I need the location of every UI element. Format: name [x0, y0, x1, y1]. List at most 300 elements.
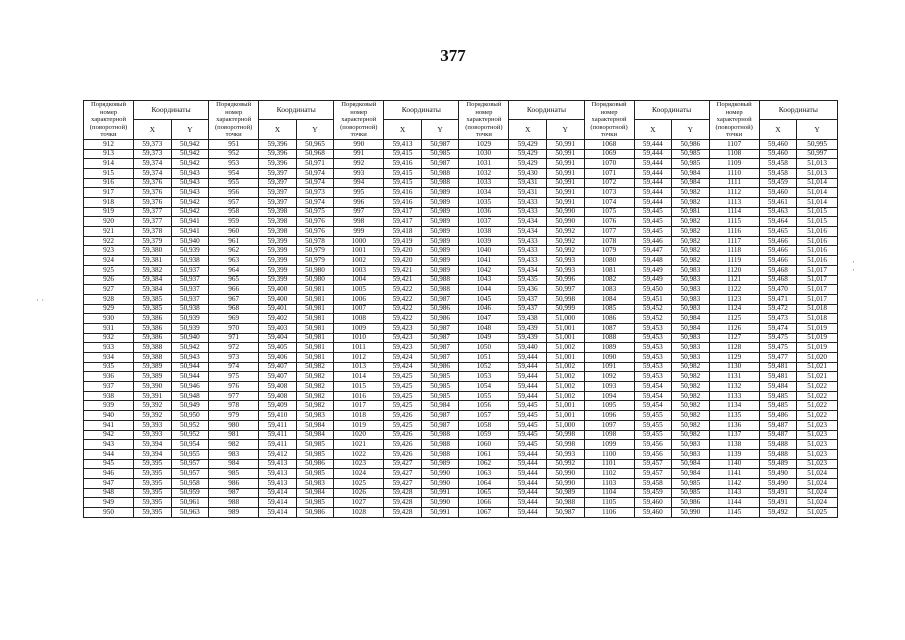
y-cell: 50,940	[171, 333, 209, 343]
x-cell: 59,453	[634, 353, 672, 363]
y-cell: 50,944	[171, 372, 209, 382]
y-cell: 50,982	[672, 362, 710, 372]
point-number-cell: 1103	[584, 478, 634, 488]
x-cell: 59,457	[634, 469, 672, 479]
point-number-cell: 1024	[334, 469, 384, 479]
point-number-cell: 1088	[584, 333, 634, 343]
x-cell: 59,444	[509, 353, 547, 363]
y-cell: 50,965	[296, 139, 334, 149]
x-cell: 59,377	[134, 207, 172, 217]
point-number-cell: 1126	[709, 323, 759, 333]
y-cell: 50,986	[672, 139, 710, 149]
table-row	[84, 275, 838, 285]
y-cell: 50,985	[672, 488, 710, 498]
y-cell: 50,974	[296, 178, 334, 188]
x-cell: 59,422	[384, 314, 422, 324]
y-cell: 50,990	[421, 469, 459, 479]
scan-mark: ·	[852, 265, 855, 275]
x-cell: 59,427	[384, 469, 422, 479]
point-number-cell: 939	[84, 401, 134, 411]
point-number-cell: 920	[84, 217, 134, 227]
y-cell: 50,991	[546, 149, 584, 159]
x-cell: 59,413	[259, 469, 297, 479]
coordinates-header: Координаты	[509, 101, 584, 120]
point-number-cell: 986	[209, 478, 259, 488]
y-cell: 50,989	[421, 227, 459, 237]
table-row	[84, 149, 838, 159]
y-cell: 50,973	[296, 188, 334, 198]
x-cell: 59,399	[259, 275, 297, 285]
x-cell: 59,425	[384, 420, 422, 430]
point-number-cell: 1026	[334, 488, 384, 498]
point-number-cell: 1139	[709, 449, 759, 459]
x-cell: 59,453	[634, 323, 672, 333]
x-cell: 59,426	[384, 449, 422, 459]
point-number-cell: 927	[84, 285, 134, 295]
point-number-cell: 949	[84, 498, 134, 508]
y-cell: 50,984	[296, 488, 334, 498]
point-number-cell: 1094	[584, 391, 634, 401]
y-cell: 51,023	[797, 449, 838, 459]
y-cell: 51,018	[797, 304, 838, 314]
point-number-cell: 1029	[459, 139, 509, 149]
point-number-header: Порядковый номер характерной (поворотной) точки	[584, 101, 634, 140]
point-number-cell: 960	[209, 227, 259, 237]
x-cell: 59,395	[134, 478, 172, 488]
y-cell: 51,002	[546, 391, 584, 401]
x-cell: 59,481	[759, 372, 797, 382]
scan-mark: ·	[852, 257, 855, 267]
y-cell: 50,959	[171, 488, 209, 498]
y-cell: 50,939	[171, 314, 209, 324]
y-cell: 51,016	[797, 236, 838, 246]
y-cell: 50,958	[171, 478, 209, 488]
point-number-cell: 1132	[709, 382, 759, 392]
point-number-cell: 965	[209, 275, 259, 285]
y-cell: 50,991	[546, 139, 584, 149]
table-row	[84, 227, 838, 237]
y-cell: 51,016	[797, 246, 838, 256]
coordinates-header: Координаты	[634, 101, 709, 120]
y-cell: 50,981	[296, 314, 334, 324]
x-cell: 59,437	[509, 304, 547, 314]
x-cell: 59,452	[634, 314, 672, 324]
y-cell: 50,981	[296, 353, 334, 363]
y-cell: 51,024	[797, 498, 838, 508]
x-cell: 59,458	[634, 478, 672, 488]
x-cell: 59,460	[759, 139, 797, 149]
x-cell: 59,477	[759, 353, 797, 363]
x-cell: 59,473	[759, 314, 797, 324]
x-cell: 59,468	[759, 275, 797, 285]
y-cell: 51,013	[797, 168, 838, 178]
point-number-cell: 985	[209, 469, 259, 479]
y-cell: 50,986	[672, 498, 710, 508]
y-cell: 50,984	[672, 178, 710, 188]
y-cell: 50,988	[421, 275, 459, 285]
x-cell: 59,434	[509, 217, 547, 227]
x-cell: 59,485	[759, 401, 797, 411]
y-cell: 50,986	[296, 459, 334, 469]
y-cell: 51,018	[797, 314, 838, 324]
y-cell: 50,943	[171, 353, 209, 363]
x-cell: 59,466	[759, 256, 797, 266]
x-cell: 59,423	[384, 333, 422, 343]
point-number-cell: 1145	[709, 508, 759, 518]
x-cell: 59,455	[634, 411, 672, 421]
x-cell: 59,415	[384, 149, 422, 159]
point-number-cell: 1011	[334, 343, 384, 353]
x-cell: 59,412	[259, 449, 297, 459]
y-cell: 50,986	[296, 508, 334, 518]
x-cell: 59,435	[509, 275, 547, 285]
x-cell: 59,492	[759, 508, 797, 518]
x-cell: 59,397	[259, 168, 297, 178]
point-number-cell: 929	[84, 304, 134, 314]
y-cell: 50,990	[546, 207, 584, 217]
y-cell: 51,021	[797, 372, 838, 382]
point-number-cell: 1051	[459, 353, 509, 363]
y-cell: 50,985	[421, 391, 459, 401]
point-number-cell: 998	[334, 217, 384, 227]
point-number-cell: 913	[84, 149, 134, 159]
x-cell: 59,451	[634, 294, 672, 304]
point-number-cell: 1075	[584, 207, 634, 217]
y-cell: 50,982	[672, 256, 710, 266]
point-number-cell: 1125	[709, 314, 759, 324]
point-number-cell: 1064	[459, 478, 509, 488]
x-cell: 59,390	[134, 382, 172, 392]
point-number-cell: 994	[334, 178, 384, 188]
y-cell: 50,984	[672, 469, 710, 479]
y-cell: 50,985	[672, 478, 710, 488]
point-number-cell: 1067	[459, 508, 509, 518]
x-cell: 59,461	[759, 198, 797, 208]
x-cell: 59,430	[509, 168, 547, 178]
x-cell: 59,414	[259, 488, 297, 498]
y-cell: 50,989	[421, 188, 459, 198]
x-cell: 59,423	[384, 343, 422, 353]
x-cell: 59,424	[384, 362, 422, 372]
x-cell: 59,398	[259, 227, 297, 237]
y-cell: 51,016	[797, 227, 838, 237]
x-cell: 59,405	[259, 343, 297, 353]
point-number-cell: 1020	[334, 430, 384, 440]
y-cell: 50,981	[296, 294, 334, 304]
y-header: Y	[296, 119, 334, 139]
x-cell: 59,439	[509, 323, 547, 333]
point-number-cell: 1136	[709, 420, 759, 430]
point-number-cell: 1092	[584, 372, 634, 382]
x-cell: 59,431	[509, 188, 547, 198]
point-number-cell: 976	[209, 382, 259, 392]
y-cell: 51,014	[797, 178, 838, 188]
point-number-cell: 951	[209, 139, 259, 149]
x-cell: 59,389	[134, 362, 172, 372]
y-cell: 50,941	[171, 217, 209, 227]
y-cell: 50,983	[672, 343, 710, 353]
y-cell: 50,981	[672, 207, 710, 217]
point-number-cell: 1084	[584, 294, 634, 304]
x-cell: 59,397	[259, 178, 297, 188]
y-cell: 50,985	[296, 440, 334, 450]
coordinates-header: Координаты	[259, 101, 334, 120]
table-row	[84, 488, 838, 498]
y-cell: 50,984	[296, 420, 334, 430]
x-cell: 59,397	[259, 188, 297, 198]
x-cell: 59,422	[384, 294, 422, 304]
point-number-cell: 930	[84, 314, 134, 324]
point-number-cell: 1042	[459, 265, 509, 275]
point-number-cell: 915	[84, 168, 134, 178]
y-cell: 50,976	[296, 227, 334, 237]
y-header: Y	[546, 119, 584, 139]
point-number-cell: 923	[84, 246, 134, 256]
x-cell: 59,419	[384, 236, 422, 246]
x-cell: 59,404	[259, 333, 297, 343]
table-row	[84, 353, 838, 363]
point-number-cell: 917	[84, 188, 134, 198]
point-number-cell: 1021	[334, 440, 384, 450]
point-number-cell: 1023	[334, 459, 384, 469]
y-cell: 51,019	[797, 343, 838, 353]
point-number-cell: 1006	[334, 294, 384, 304]
y-cell: 50,979	[296, 246, 334, 256]
y-cell: 50,974	[296, 198, 334, 208]
y-cell: 50,937	[171, 294, 209, 304]
x-cell: 59,413	[384, 139, 422, 149]
point-number-cell: 1107	[709, 139, 759, 149]
table-row	[84, 411, 838, 421]
x-cell: 59,491	[759, 488, 797, 498]
y-cell: 50,987	[421, 411, 459, 421]
point-number-cell: 1009	[334, 323, 384, 333]
y-cell: 50,957	[171, 469, 209, 479]
point-number-cell: 922	[84, 236, 134, 246]
y-cell: 50,946	[171, 382, 209, 392]
point-number-cell: 1116	[709, 227, 759, 237]
x-cell: 59,444	[509, 449, 547, 459]
y-cell: 50,974	[296, 168, 334, 178]
point-number-cell: 1036	[459, 207, 509, 217]
y-cell: 51,013	[797, 159, 838, 169]
point-number-cell: 947	[84, 478, 134, 488]
y-cell: 50,978	[296, 236, 334, 246]
point-number-cell: 991	[334, 149, 384, 159]
x-cell: 59,433	[509, 256, 547, 266]
x-cell: 59,413	[259, 459, 297, 469]
point-number-cell: 1049	[459, 333, 509, 343]
x-cell: 59,448	[634, 256, 672, 266]
point-number-cell: 1140	[709, 459, 759, 469]
x-cell: 59,399	[259, 236, 297, 246]
y-cell: 50,990	[672, 508, 710, 518]
coordinates-header: Координаты	[134, 101, 209, 120]
point-number-cell: 1083	[584, 285, 634, 295]
y-cell: 50,981	[296, 304, 334, 314]
table-row	[84, 469, 838, 479]
y-cell: 50,999	[546, 304, 584, 314]
point-number-cell: 1087	[584, 323, 634, 333]
table-row	[84, 256, 838, 266]
point-number-cell: 1121	[709, 275, 759, 285]
y-cell: 50,976	[296, 217, 334, 227]
y-cell: 50,942	[171, 207, 209, 217]
x-cell: 59,415	[384, 178, 422, 188]
y-cell: 50,987	[421, 159, 459, 169]
point-number-cell: 938	[84, 391, 134, 401]
x-cell: 59,485	[759, 391, 797, 401]
y-cell: 50,985	[296, 449, 334, 459]
point-number-cell: 924	[84, 256, 134, 266]
point-number-cell: 1143	[709, 488, 759, 498]
y-cell: 50,992	[546, 236, 584, 246]
y-cell: 51,017	[797, 294, 838, 304]
x-cell: 59,416	[384, 159, 422, 169]
y-cell: 50,941	[171, 227, 209, 237]
point-number-cell: 1076	[584, 217, 634, 227]
x-cell: 59,409	[259, 401, 297, 411]
table-row	[84, 188, 838, 198]
point-number-cell: 1046	[459, 304, 509, 314]
point-number-cell: 1014	[334, 372, 384, 382]
point-number-cell: 1004	[334, 275, 384, 285]
x-cell: 59,376	[134, 188, 172, 198]
x-cell: 59,455	[634, 420, 672, 430]
x-cell: 59,450	[634, 285, 672, 295]
y-cell: 50,991	[421, 508, 459, 518]
y-cell: 50,983	[296, 478, 334, 488]
y-cell: 50,983	[672, 333, 710, 343]
x-cell: 59,487	[759, 430, 797, 440]
x-cell: 59,396	[259, 149, 297, 159]
y-cell: 50,942	[171, 343, 209, 353]
y-cell: 51,000	[546, 314, 584, 324]
table-row	[84, 478, 838, 488]
x-cell: 59,470	[759, 285, 797, 295]
x-header: X	[509, 119, 547, 139]
x-cell: 59,394	[134, 449, 172, 459]
point-number-cell: 966	[209, 285, 259, 295]
point-number-cell: 1052	[459, 362, 509, 372]
x-cell: 59,378	[134, 227, 172, 237]
point-number-cell: 932	[84, 333, 134, 343]
y-cell: 50,982	[672, 246, 710, 256]
x-header: X	[384, 119, 422, 139]
point-number-cell: 1013	[334, 362, 384, 372]
x-cell: 59,380	[134, 246, 172, 256]
x-cell: 59,429	[509, 139, 547, 149]
x-cell: 59,445	[509, 430, 547, 440]
y-cell: 50,980	[296, 275, 334, 285]
point-number-cell: 919	[84, 207, 134, 217]
point-number-cell: 1022	[334, 449, 384, 459]
point-number-cell: 1066	[459, 498, 509, 508]
point-number-cell: 1081	[584, 265, 634, 275]
x-cell: 59,426	[384, 430, 422, 440]
y-cell: 51,016	[797, 256, 838, 266]
y-cell: 51,017	[797, 285, 838, 295]
y-cell: 50,988	[421, 430, 459, 440]
y-cell: 50,988	[421, 178, 459, 188]
x-cell: 59,466	[759, 236, 797, 246]
table-row	[84, 246, 838, 256]
y-cell: 50,991	[546, 198, 584, 208]
point-number-cell: 1097	[584, 420, 634, 430]
x-cell: 59,463	[759, 207, 797, 217]
point-number-cell: 996	[334, 198, 384, 208]
y-cell: 50,942	[171, 198, 209, 208]
y-cell: 50,955	[171, 449, 209, 459]
point-number-cell: 1106	[584, 508, 634, 518]
point-number-cell: 1053	[459, 372, 509, 382]
coordinates-header: Координаты	[759, 101, 837, 120]
x-cell: 59,385	[134, 304, 172, 314]
y-cell: 50,982	[672, 372, 710, 382]
point-number-cell: 1096	[584, 411, 634, 421]
point-number-cell: 1105	[584, 498, 634, 508]
y-cell: 50,988	[546, 498, 584, 508]
x-cell: 59,379	[134, 236, 172, 246]
point-number-cell: 1072	[584, 178, 634, 188]
point-number-cell: 1037	[459, 217, 509, 227]
y-cell: 50,982	[672, 420, 710, 430]
point-number-cell: 963	[209, 256, 259, 266]
point-number-cell: 1005	[334, 285, 384, 295]
point-number-cell: 1000	[334, 236, 384, 246]
point-number-cell: 933	[84, 343, 134, 353]
x-cell: 59,445	[509, 440, 547, 450]
x-cell: 59,475	[759, 343, 797, 353]
point-number-cell: 1057	[459, 411, 509, 421]
point-number-cell: 982	[209, 440, 259, 450]
point-number-cell: 1123	[709, 294, 759, 304]
point-number-cell: 1079	[584, 246, 634, 256]
point-number-cell: 1135	[709, 411, 759, 421]
point-number-cell: 1119	[709, 256, 759, 266]
y-cell: 51,002	[546, 343, 584, 353]
x-cell: 59,423	[384, 323, 422, 333]
point-number-cell: 1117	[709, 236, 759, 246]
x-cell: 59,456	[634, 440, 672, 450]
point-number-cell: 1054	[459, 382, 509, 392]
y-cell: 50,937	[171, 285, 209, 295]
x-cell: 59,425	[384, 391, 422, 401]
table-row	[84, 498, 838, 508]
point-number-cell: 1130	[709, 362, 759, 372]
point-number-cell: 1093	[584, 382, 634, 392]
y-cell: 50,952	[171, 430, 209, 440]
y-cell: 50,979	[296, 256, 334, 266]
x-cell: 59,410	[259, 411, 297, 421]
x-cell: 59,460	[759, 188, 797, 198]
y-cell: 50,942	[171, 149, 209, 159]
x-cell: 59,414	[259, 498, 297, 508]
y-cell: 50,998	[546, 430, 584, 440]
x-cell: 59,374	[134, 168, 172, 178]
y-cell: 51,025	[797, 508, 838, 518]
point-number-cell: 918	[84, 198, 134, 208]
x-cell: 59,444	[509, 469, 547, 479]
x-cell: 59,416	[384, 188, 422, 198]
x-cell: 59,444	[634, 178, 672, 188]
point-number-cell: 950	[84, 508, 134, 518]
y-cell: 50,993	[546, 265, 584, 275]
point-number-cell: 1041	[459, 256, 509, 266]
point-number-cell: 1032	[459, 168, 509, 178]
x-cell: 59,472	[759, 304, 797, 314]
x-cell: 59,426	[384, 411, 422, 421]
